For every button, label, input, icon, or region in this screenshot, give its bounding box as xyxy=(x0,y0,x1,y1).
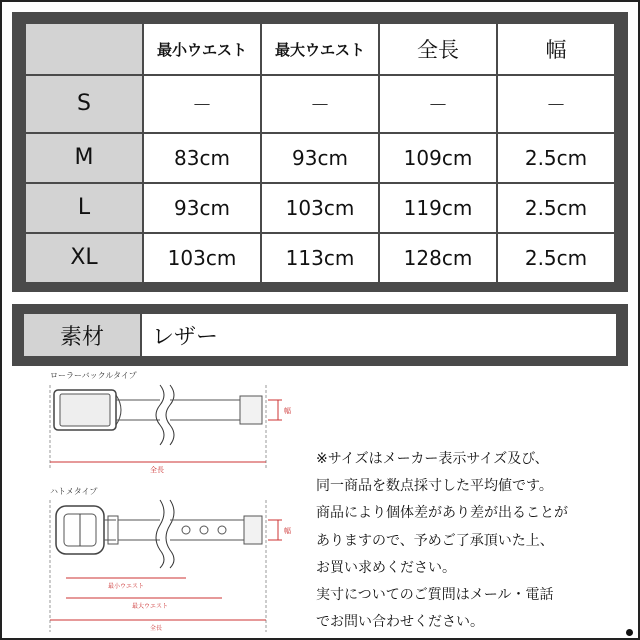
size-label: L xyxy=(25,183,143,233)
width-value: 2.5cm xyxy=(497,133,615,183)
size-label: XL xyxy=(25,233,143,283)
max-waist-value: 113cm xyxy=(261,233,379,283)
notes xyxy=(316,446,628,636)
width-value: － xyxy=(497,75,615,133)
min-waist-value: － xyxy=(143,75,261,133)
note-line: お買い求めください。 xyxy=(316,559,456,576)
length-value: 119cm xyxy=(379,183,497,233)
note-line: 同一商品を数点採寸した平均値です。 xyxy=(316,478,553,495)
roller-buckle-caption: ローラーバックルタイプ xyxy=(50,371,137,380)
eyelet-length-label: 全長 xyxy=(150,625,163,632)
roller-buckle-width-label: 幅 xyxy=(284,407,291,415)
note-line: ありますので、予めご了承頂いた上、 xyxy=(316,532,554,549)
header-min-waist: 最小ウエスト xyxy=(143,23,261,75)
length-value: － xyxy=(379,75,497,133)
corner-dot-icon xyxy=(626,629,633,636)
material-value: レザー xyxy=(142,314,616,356)
width-value: 2.5cm xyxy=(497,233,615,283)
max-waist-value: － xyxy=(261,75,379,133)
header-max-waist: 最大ウエスト xyxy=(261,23,379,75)
length-value: 128cm xyxy=(379,233,497,283)
max-waist-value: 93cm xyxy=(261,133,379,183)
size-label: S xyxy=(25,75,143,133)
length-value: 109cm xyxy=(379,133,497,183)
min-waist-value: 93cm xyxy=(143,183,261,233)
note-line: 商品により個体差があり差が出ることが xyxy=(316,505,568,522)
size-label: M xyxy=(25,133,143,183)
material-label: 素材 xyxy=(24,314,140,356)
header-length: 全長 xyxy=(379,23,497,75)
eyelet-diagram xyxy=(50,487,291,632)
min-waist-value: 83cm xyxy=(143,133,261,183)
note-line: 実寸についてのご質問はメール・電話 xyxy=(316,587,554,604)
header-width: 幅 xyxy=(497,23,615,75)
roller-buckle-length-label: 全長 xyxy=(150,466,164,474)
eyelet-width-label: 幅 xyxy=(284,527,291,535)
eyelet-caption: ハトメタイプ xyxy=(50,487,98,496)
eyelet-max-waist-label: 最大ウエスト xyxy=(132,603,169,610)
width-value: 2.5cm xyxy=(497,183,615,233)
note-line: でお問い合わせください。 xyxy=(316,614,484,631)
note-line: ※サイズはメーカー表示サイズ及び、 xyxy=(316,451,549,467)
eyelet-min-waist-label: 最小ウエスト xyxy=(108,583,145,590)
max-waist-value: 103cm xyxy=(261,183,379,233)
min-waist-value: 103cm xyxy=(143,233,261,283)
roller-buckle-diagram xyxy=(50,371,291,474)
